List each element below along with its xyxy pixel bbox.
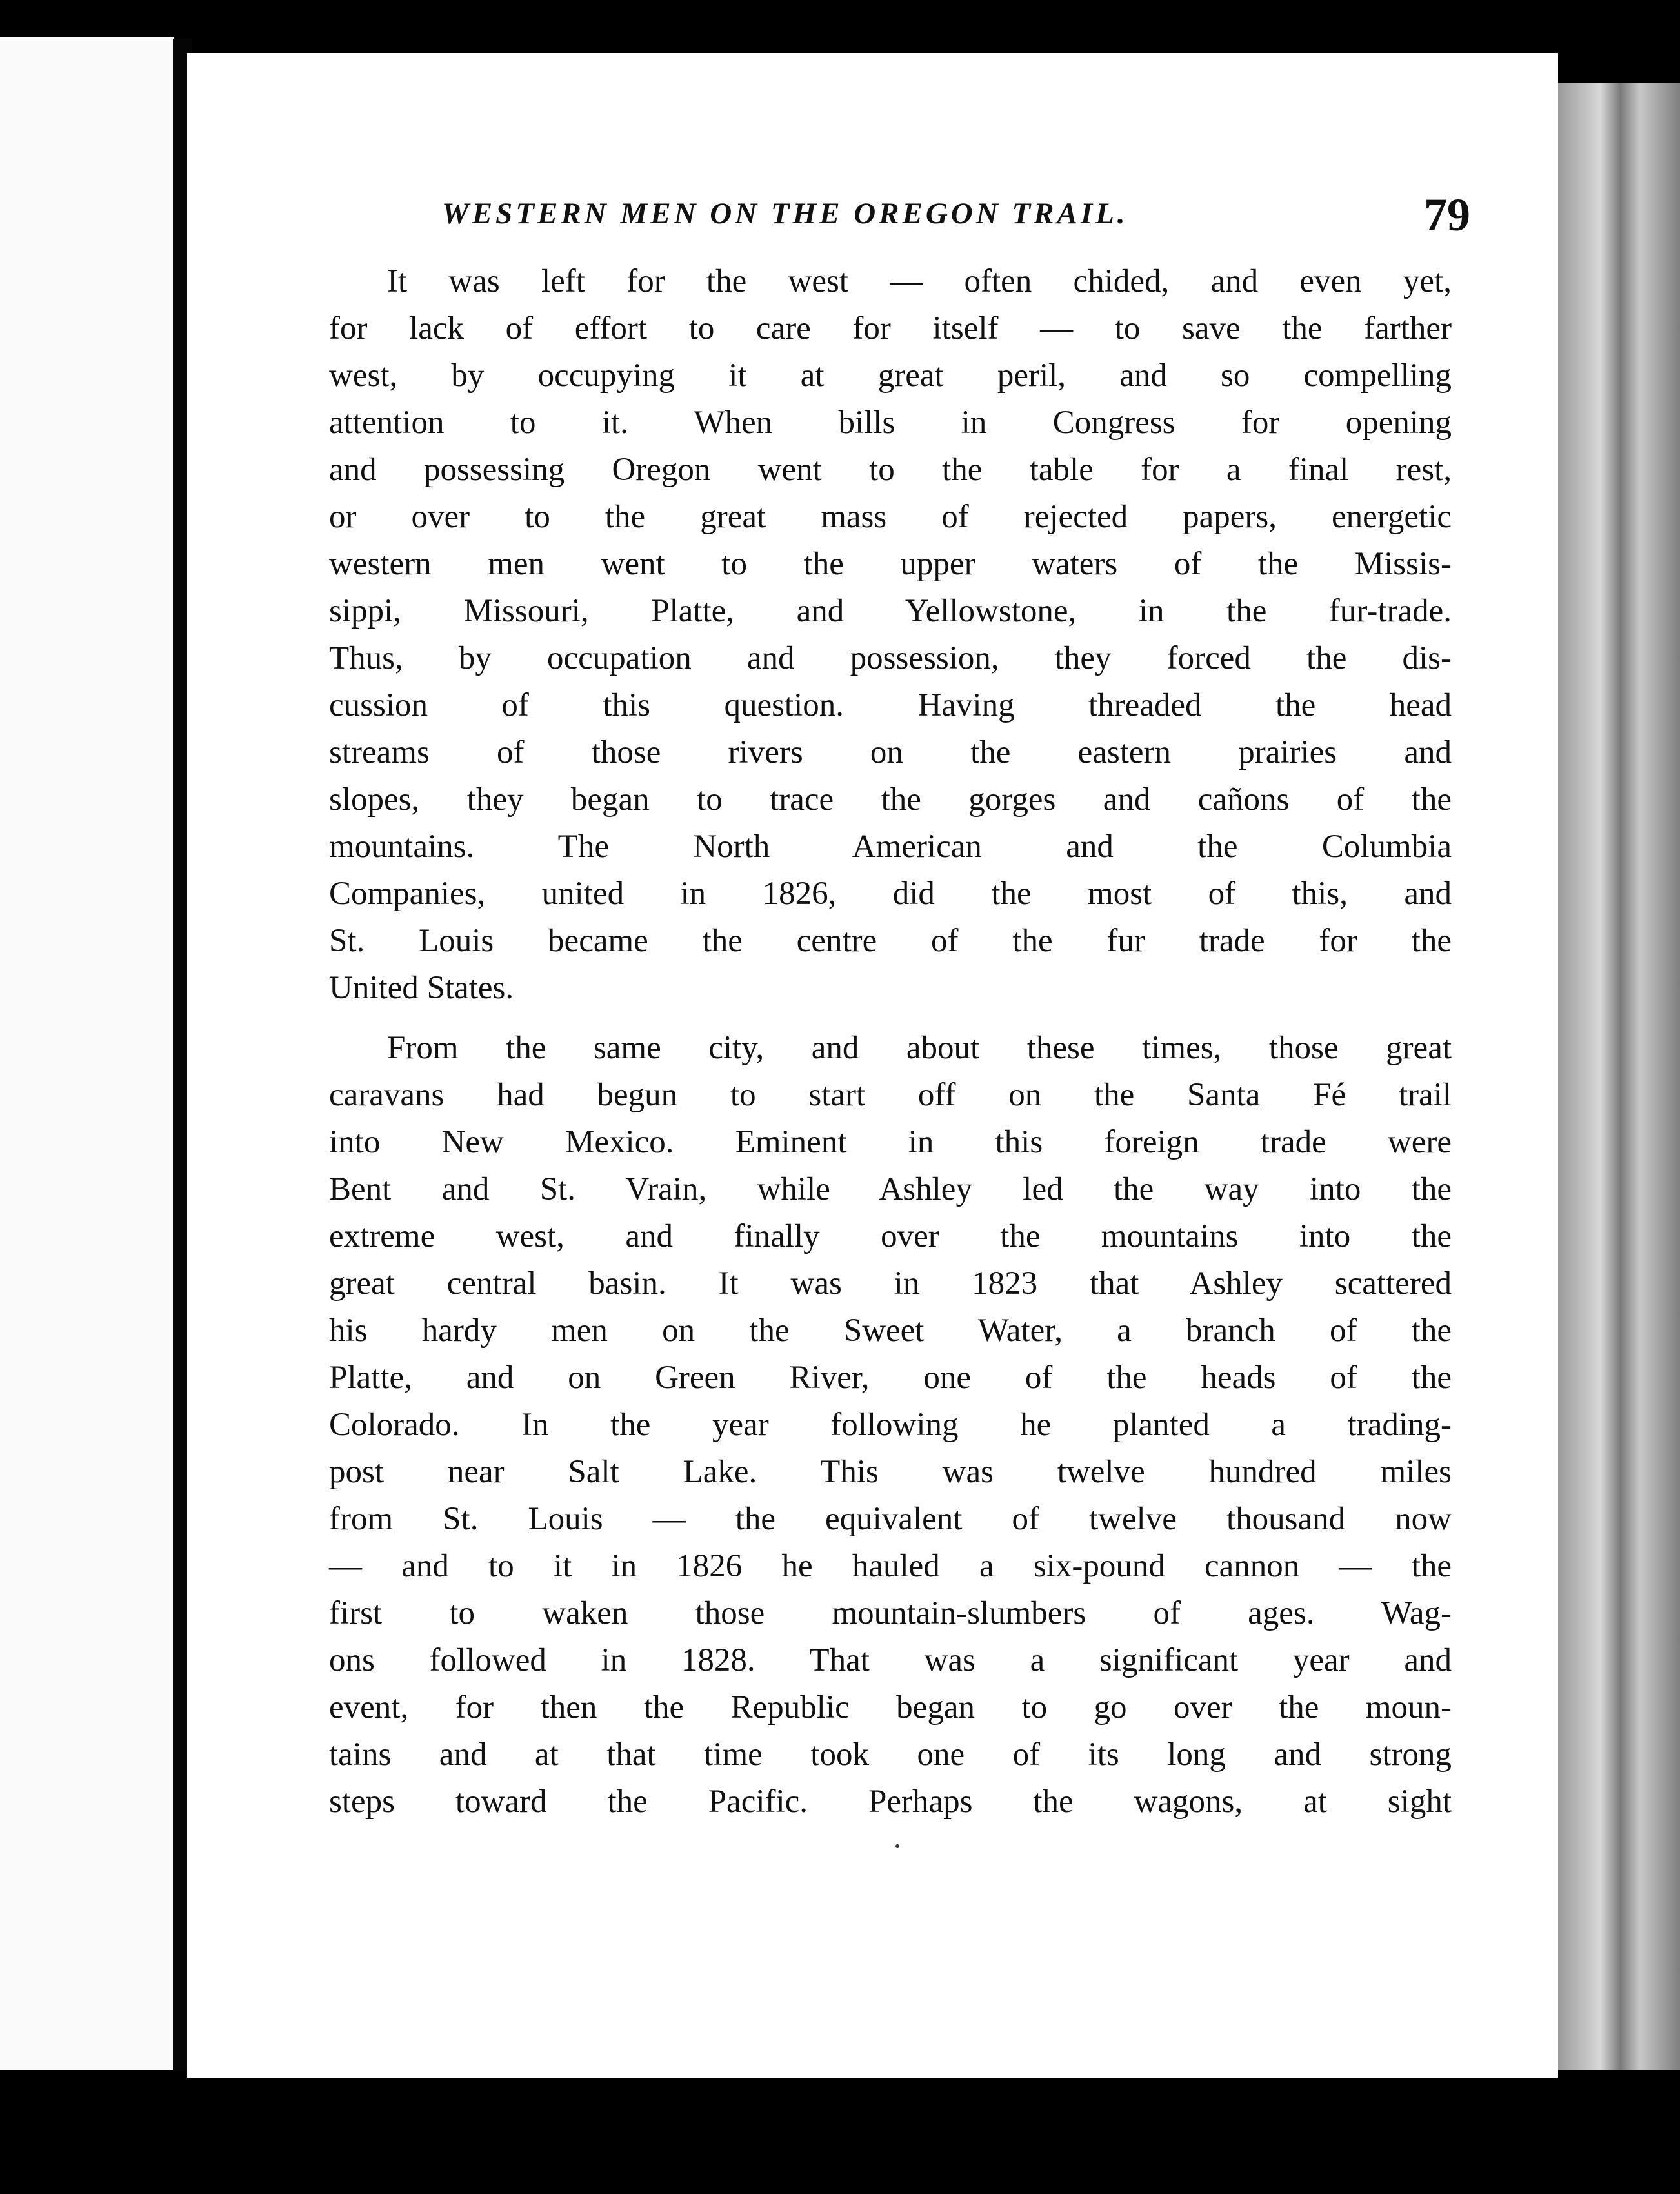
text-line: great central basin. It was in 1823 that Ashley scattered	[329, 1265, 1452, 1302]
text-line: Platte, and on Green River, one of the heads of the	[329, 1360, 1452, 1396]
text-line: event, for then the Republic began to go over the moun-	[329, 1689, 1452, 1726]
text-line: into New Mexico. Eminent in this foreign trade were	[329, 1124, 1452, 1160]
page-number: 79	[1424, 189, 1470, 241]
paragraph-1	[329, 258, 1452, 1012]
text-line: his hardy men on the Sweet Water, a branch of the	[329, 1313, 1452, 1349]
text-line: It was left for the west — often chided, and even yet,	[387, 263, 1452, 299]
text-line: Thus, by occupation and possession, they forced the dis-	[329, 640, 1452, 676]
text-line: or over to the great mass of rejected papers, energetic	[329, 499, 1452, 535]
text-line: cussion of this question. Having threaded the head	[329, 687, 1452, 723]
page-stack-edge	[1547, 83, 1680, 2070]
book-page	[187, 53, 1558, 2078]
text-line: United States.	[329, 970, 514, 1006]
paragraph-gap	[329, 1012, 1452, 1025]
text-line: extreme west, and finally over the mountains into the	[329, 1218, 1452, 1254]
text-line: mountains. The North American and the Columbia	[329, 829, 1452, 865]
text-line: post near Salt Lake. This was twelve hundred miles	[329, 1454, 1452, 1490]
text-line: St. Louis became the centre of the fur trade for the	[329, 923, 1452, 959]
text-line: caravans had begun to start off on the Santa Fé trail	[329, 1077, 1452, 1113]
text-line: first to waken those mountain-slumbers of ages. Wag-	[329, 1595, 1452, 1631]
text-line: and possessing Oregon went to the table for a final rest,	[329, 452, 1452, 488]
text-line: steps toward the Pacific. Perhaps the wagons, at sight	[329, 1784, 1452, 1820]
running-head	[442, 189, 1474, 241]
body-text	[329, 258, 1452, 1826]
text-line: attention to it. When bills in Congress for opening	[329, 405, 1452, 441]
text-line: west, by occupying it at great peril, and so compelling	[329, 357, 1452, 394]
text-line: for lack of effort to care for itself — to save the farther	[329, 310, 1452, 347]
running-title: WESTERN MEN ON THE OREGON TRAIL.	[442, 197, 1128, 230]
text-line: from St. Louis — the equivalent of twelve thousand now	[329, 1501, 1452, 1537]
facing-page	[0, 37, 174, 2070]
text-line: Companies, united in 1826, did the most of this, and	[329, 876, 1452, 912]
text-line: Bent and St. Vrain, while Ashley led the way into the	[329, 1171, 1452, 1207]
text-line: ons followed in 1828. That was a significant year and	[329, 1642, 1452, 1678]
paragraph-2	[329, 1025, 1452, 1826]
text-line: sippi, Missouri, Platte, and Yellowstone, in the fur-trade.	[329, 593, 1452, 629]
text-line: — and to it in 1826 he hauled a six-pound cannon — the	[329, 1548, 1452, 1584]
text-line: From the same city, and about these times, those great	[387, 1030, 1452, 1066]
printer-speck	[895, 1844, 899, 1848]
text-line: Colorado. In the year following he planted a trading-	[329, 1407, 1452, 1443]
text-line: tains and at that time took one of its long and strong	[329, 1736, 1452, 1773]
text-line: slopes, they began to trace the gorges and cañons of the	[329, 781, 1452, 818]
text-line: streams of those rivers on the eastern prairies and	[329, 734, 1452, 770]
text-line: western men went to the upper waters of the Missis-	[329, 546, 1452, 582]
